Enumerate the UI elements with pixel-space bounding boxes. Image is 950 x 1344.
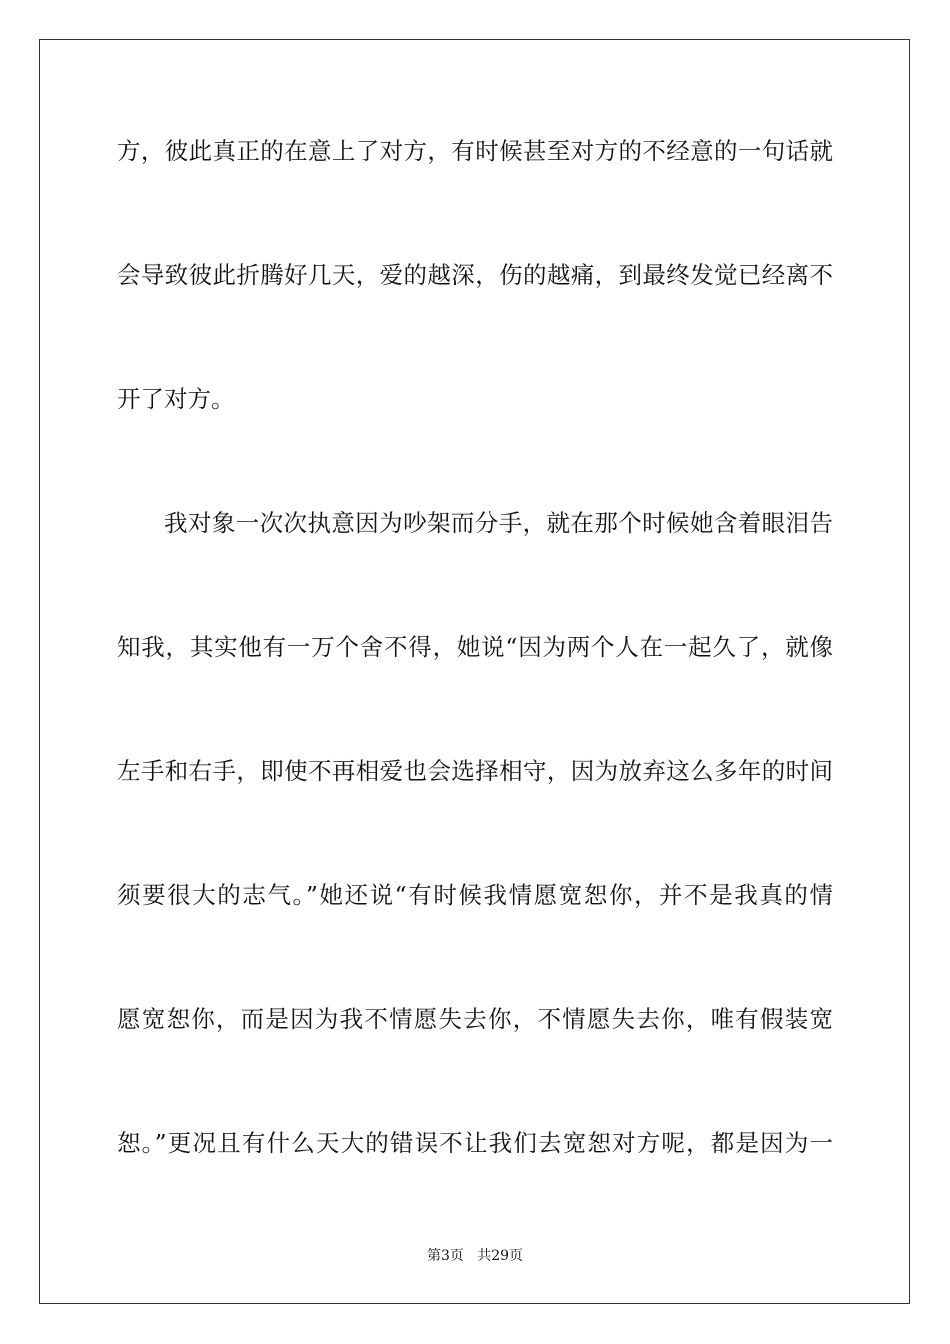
text-line-4: 我对象一次次执意因为吵架而分手，就在那个时候她含着眼泪告 (164, 509, 833, 537)
text-line-7: 须要很大的志气。”她还说“有时候我情愿宽恕你，并不是我真的情 (117, 881, 833, 909)
text-line-5: 知我，其实他有一万个舍不得，她说“因为两个人在一起久了，就像 (117, 633, 833, 661)
text-line-2: 会导致彼此折腾好几天，爱的越深，伤的越痛，到最终发觉已经离不 (117, 261, 833, 289)
page-number-footer: 第3页 共29页 (426, 1248, 524, 1264)
text-line-1: 方，彼此真正的在意上了对方，有时候甚至对方的不经意的一句话就 (117, 137, 833, 165)
text-line-6: 左手和右手，即使不再相爱也会选择相守，因为放弃这么多年的时间 (117, 757, 833, 785)
page-border (39, 39, 910, 1304)
text-line-9: 恕。”更况且有什么天大的错误不让我们去宽恕对方呢，都是因为一 (117, 1129, 833, 1157)
text-line-8: 愿宽恕你，而是因为我不情愿失去你，不情愿失去你，唯有假装宽 (117, 1005, 833, 1033)
text-line-3: 开了对方。 (117, 385, 235, 413)
